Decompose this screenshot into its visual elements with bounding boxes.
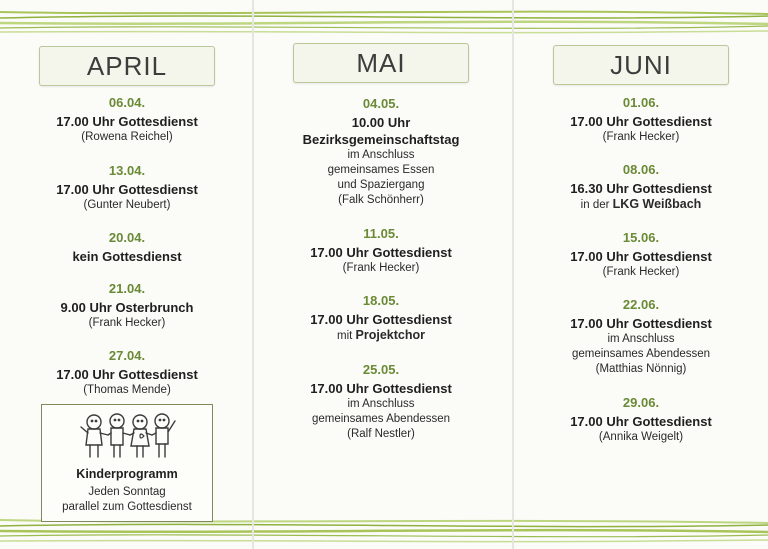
event-date: 20.04. bbox=[108, 230, 146, 245]
event-date: 22.06. bbox=[622, 297, 660, 312]
projektchor-label: Projektchor bbox=[355, 328, 425, 342]
event-title: 17.00 Uhr Gottesdienst bbox=[310, 245, 452, 260]
event-title: 9.00 Uhr Osterbrunch bbox=[60, 300, 194, 315]
event-note: im Anschluss bbox=[347, 398, 415, 410]
event-note-prefix: in der bbox=[580, 199, 610, 211]
event-date: 25.05. bbox=[362, 362, 400, 377]
event-date: 21.04. bbox=[108, 281, 146, 296]
event-note: (Frank Hecker) bbox=[602, 266, 680, 278]
mai-event-3 bbox=[256, 293, 506, 344]
event-title: 17.00 Uhr Gottesdienst bbox=[570, 114, 712, 129]
event-title: 17.00 Uhr Gottesdienst bbox=[570, 316, 712, 331]
kinderprogramm-box bbox=[41, 404, 213, 522]
event-note bbox=[516, 197, 766, 213]
event-title: 17.00 Uhr Gottesdienst bbox=[570, 414, 712, 429]
juni-event-5 bbox=[516, 395, 766, 445]
april-event-1 bbox=[2, 95, 252, 145]
event-note: (Frank Hecker) bbox=[342, 262, 420, 274]
mai-header-box bbox=[293, 43, 469, 83]
kinderprogramm-line-2: parallel zum Gottesdienst bbox=[62, 501, 192, 513]
month-title-juni: JUNI bbox=[610, 50, 672, 80]
event-title: 17.00 Uhr Gottesdienst bbox=[310, 312, 452, 327]
month-title-mai: MAI bbox=[356, 48, 406, 78]
event-title: 17.00 Uhr Gottesdienst bbox=[310, 381, 452, 396]
event-title: kein Gottesdienst bbox=[72, 249, 182, 264]
event-title: 17.00 Uhr Gottesdienst bbox=[56, 182, 198, 197]
juni-column bbox=[516, 0, 766, 549]
event-note: (Frank Hecker) bbox=[602, 131, 680, 143]
mai-column bbox=[256, 0, 506, 549]
juni-event-3 bbox=[516, 230, 766, 280]
mai-event-2 bbox=[256, 226, 506, 276]
event-date: 11.05. bbox=[363, 226, 399, 241]
kinderprogramm-title: Kinderprogramm bbox=[76, 467, 178, 481]
event-title: 16.30 Uhr Gottesdienst bbox=[570, 181, 712, 196]
event-note: gemeinsames Abendessen bbox=[311, 413, 451, 425]
event-title: 17.00 Uhr Gottesdienst bbox=[56, 114, 198, 129]
event-date: 13.04. bbox=[108, 163, 146, 178]
event-note: und Spaziergang bbox=[337, 179, 425, 191]
event-date: 18.05. bbox=[362, 293, 400, 308]
event-note: (Ralf Nestler) bbox=[347, 428, 415, 440]
month-title-april: APRIL bbox=[86, 51, 168, 81]
mai-event-1 bbox=[256, 96, 506, 208]
event-title: 17.00 Uhr Gottesdienst bbox=[570, 249, 712, 264]
event-title-line-2: Bezirksgemeinschaftstag bbox=[302, 132, 460, 147]
event-note: gemeinsames Essen bbox=[327, 164, 435, 176]
lkg-weissbach-label: LKG Weißbach bbox=[612, 197, 702, 211]
event-note: (Matthias Nönnig) bbox=[595, 363, 687, 375]
mai-event-4 bbox=[256, 362, 506, 442]
event-date: 29.06. bbox=[622, 395, 660, 410]
event-date: 08.06. bbox=[622, 162, 660, 177]
event-note: (Frank Hecker) bbox=[88, 317, 166, 329]
children-drawing-icon bbox=[80, 411, 176, 463]
event-note: (Thomas Mende) bbox=[83, 384, 171, 396]
event-date: 15.06. bbox=[622, 230, 660, 245]
event-date: 04.05. bbox=[362, 96, 400, 111]
event-title: 10.00 Uhr bbox=[351, 115, 411, 130]
april-event-2 bbox=[2, 163, 252, 213]
event-note: (Falk Schönherr) bbox=[338, 194, 424, 206]
event-note: (Gunter Neubert) bbox=[83, 199, 171, 211]
april-event-3 bbox=[2, 230, 252, 265]
event-title: 17.00 Uhr Gottesdienst bbox=[56, 367, 198, 382]
event-note: im Anschluss bbox=[347, 149, 415, 161]
juni-event-2 bbox=[516, 162, 766, 213]
april-event-5 bbox=[2, 348, 252, 398]
panel-fold-1 bbox=[252, 0, 254, 549]
panel-fold-2 bbox=[512, 0, 514, 549]
event-date: 06.04. bbox=[108, 95, 146, 110]
event-note: im Anschluss bbox=[607, 333, 675, 345]
event-date: 27.04. bbox=[108, 348, 146, 363]
kinderprogramm-line-1: Jeden Sonntag bbox=[88, 486, 166, 498]
juni-event-1 bbox=[516, 95, 766, 145]
event-note: gemeinsames Abendessen bbox=[571, 348, 711, 360]
april-event-4 bbox=[2, 281, 252, 331]
juni-event-4 bbox=[516, 297, 766, 377]
april-header-box bbox=[39, 46, 215, 86]
event-note: (Annika Weigelt) bbox=[598, 431, 684, 443]
event-note: (Rowena Reichel) bbox=[81, 131, 173, 143]
event-note-prefix: mit bbox=[336, 330, 353, 342]
event-date: 01.06. bbox=[622, 95, 660, 110]
juni-header-box bbox=[553, 45, 729, 85]
event-note bbox=[256, 328, 506, 344]
